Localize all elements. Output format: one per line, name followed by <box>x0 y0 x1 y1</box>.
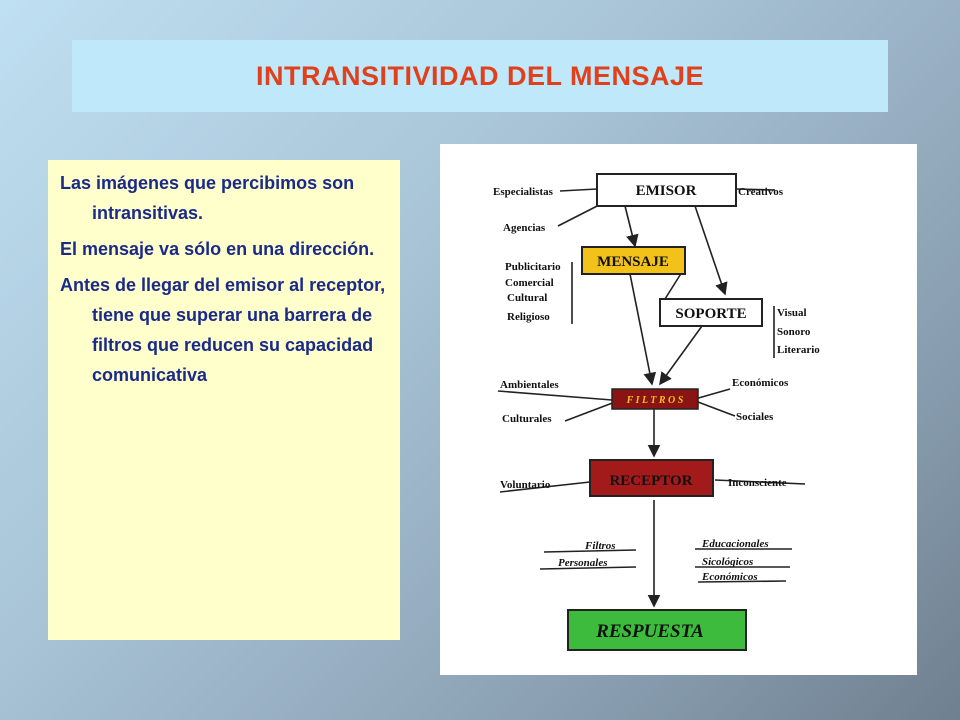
emisor-label: EMISOR <box>635 183 697 199</box>
mensaje-node <box>582 247 685 274</box>
line-emisor-soporte <box>695 206 725 294</box>
page-title: INTRANSITIVIDAD DEL MENSAJE <box>255 60 705 91</box>
receptor-node <box>590 460 713 496</box>
label-religioso: Religioso <box>507 311 550 323</box>
title-banner <box>72 40 888 112</box>
line-emisor-mensaje <box>625 206 635 246</box>
label-personales: Personales <box>558 557 608 569</box>
respuesta-label: RESPUESTA <box>596 621 704 642</box>
receptor-label: RECEPTOR <box>609 473 693 489</box>
label-economicos: Económicos <box>732 377 789 389</box>
paragraph-1: Las imágenes que percibimos son intransitivas. <box>60 173 355 223</box>
line-ambientales <box>498 391 612 400</box>
label-especialistas: Especialistas <box>493 186 553 198</box>
label-voluntario: Voluntario <box>500 479 551 491</box>
soporte-node <box>660 299 762 326</box>
filtros-node <box>612 389 698 409</box>
label-literario: Literario <box>777 344 820 356</box>
paragraph-3: Antes de llegar del emisor al receptor, tiene que superar una barrera de filtros que reducen su capacidad comunicativa <box>60 275 386 385</box>
label-culturales: Culturales <box>502 413 552 425</box>
line-economicos <box>695 389 730 399</box>
label-filtros-resp: Filtros <box>585 540 616 552</box>
paragraph-2: El mensaje va sólo en una dirección. <box>60 239 375 259</box>
communication-diagram <box>440 144 917 675</box>
text-panel <box>48 160 400 640</box>
label-sicologicos: Sicológicos <box>702 556 754 568</box>
label-comercial: Comercial <box>505 277 554 289</box>
label-visual: Visual <box>777 307 807 319</box>
soporte-label: SOPORTE <box>675 306 747 322</box>
emisor-node <box>597 174 736 206</box>
label-educacionales: Educacionales <box>702 538 769 550</box>
mensaje-label: MENSAJE <box>597 254 669 270</box>
line-mensaje-soporte-down <box>665 272 682 299</box>
label-sonoro: Sonoro <box>777 326 811 338</box>
line-soporte-filtros <box>660 326 702 384</box>
label-inconsciente: Inconsciente <box>728 477 787 489</box>
filtros-label: F I L T R O S <box>626 395 684 406</box>
label-economicos-resp: Económicos <box>702 571 758 583</box>
label-agencias: Agencias <box>503 222 546 234</box>
label-ambientales: Ambientales <box>500 379 559 391</box>
label-creativos: Creativos <box>738 186 784 198</box>
line-especialistas <box>560 189 597 191</box>
label-publicitario: Publicitario <box>505 261 561 273</box>
respuesta-node <box>568 610 746 650</box>
label-sociales: Sociales <box>736 411 774 423</box>
diagram-canvas <box>440 144 917 675</box>
line-culturales <box>565 402 615 421</box>
line-sociales <box>698 402 735 416</box>
line-mensaje-filtros <box>630 274 652 384</box>
label-cultural: Cultural <box>507 292 548 304</box>
